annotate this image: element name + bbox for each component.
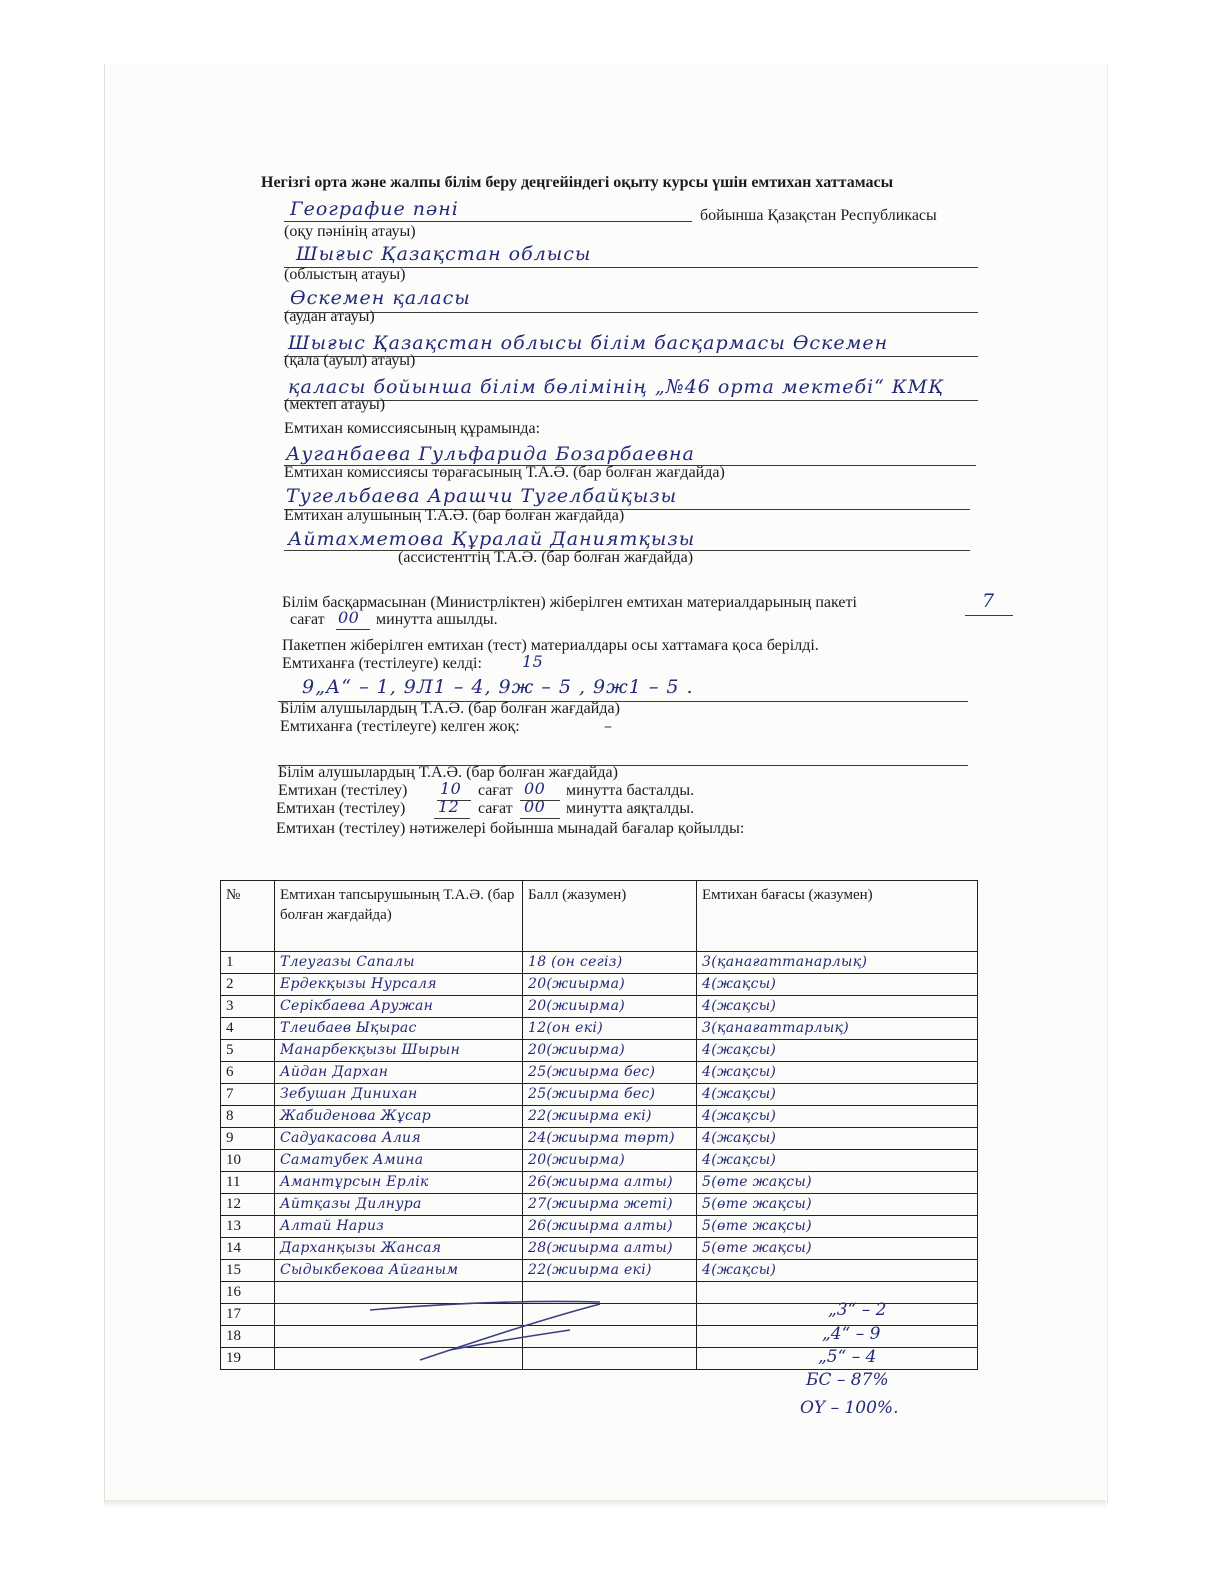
row-number: 8	[221, 1106, 275, 1128]
document-title: Негізгі орта және жалпы білім беру деңгейіндегі оқыту курсы үшін емтихан хаттамасы	[261, 174, 894, 191]
summary-grade-5: „5“ – 4	[818, 1347, 877, 1367]
subject-value: Географие пәні	[290, 198, 459, 220]
student-name: Ердекқызы Нурсаля	[275, 974, 523, 996]
arrived-label: Емтиханға (тестілеуге) келді:	[282, 655, 482, 672]
results-label: Емтихан (тестілеу) нәтижелері бойынша мынадай бағалар қойылды:	[276, 820, 745, 837]
grade-cell: 4(жақсы)	[697, 974, 978, 996]
table-row	[221, 1194, 978, 1216]
row-number: 10	[221, 1150, 275, 1172]
school-value: қаласы бойынша білім бөлімінің „№46 орта мектебі“ КМҚ	[288, 376, 944, 398]
grade-cell: 4(жақсы)	[697, 1106, 978, 1128]
row-number: 4	[221, 1018, 275, 1040]
subject-line	[284, 221, 692, 222]
table-row	[221, 1128, 978, 1150]
absent-label: Емтиханға (тестілеуге) келген жоқ:	[280, 718, 520, 735]
arrived-caption: Білім алушылардың Т.А.Ә. (бар болған жағдайда)	[280, 700, 620, 717]
student-name: Айдан Дархан	[275, 1062, 523, 1084]
table-row	[221, 1238, 978, 1260]
package-minute-text: минутта ашылды.	[376, 611, 498, 628]
start-text: минутта басталды.	[566, 782, 695, 799]
score-cell: 24(жиырма төрт)	[523, 1128, 697, 1150]
table-row	[221, 1150, 978, 1172]
score-cell: 25(жиырма бес)	[523, 1062, 697, 1084]
arrived-count: 15	[522, 652, 544, 671]
package-text-3: Пакетпен жіберілген емтихан (тест) материалдары осы хаттамаға қоса берілді.	[282, 637, 819, 654]
table-row	[221, 996, 978, 1018]
start-minute: 00	[524, 779, 546, 798]
header-name: Емтихан тапсырушының Т.А.Ә. (бар болған жағдайда)	[275, 881, 523, 952]
grade-cell: 4(жақсы)	[697, 1040, 978, 1062]
student-name: Серікбаева Аружан	[275, 996, 523, 1018]
package-text-1: Білім басқармасынан (Министрліктен) жіберілген емтихан материалдарының пакеті	[282, 594, 857, 611]
summary-quality: БС – 87%	[806, 1370, 889, 1390]
score-cell: 22(жиырма екі)	[523, 1106, 697, 1128]
table-row	[221, 1260, 978, 1282]
summary-grade-3: „3“ – 2	[828, 1300, 887, 1320]
table-row	[221, 1172, 978, 1194]
row-number: 15	[221, 1260, 275, 1282]
grade-cell: 3(қанағаттанарлық)	[697, 952, 978, 974]
grade-cell: 4(жақсы)	[697, 1128, 978, 1150]
assistant-value: Айтахметова Құралай Даниятқызы	[288, 528, 696, 550]
grade-cell: 5(өте жақсы)	[697, 1216, 978, 1238]
end-label: Емтихан (тестілеу)	[276, 800, 406, 817]
student-name: Манарбекқызы Шырын	[275, 1040, 523, 1062]
row-number: 19	[221, 1348, 275, 1370]
start-hour: 10	[440, 779, 462, 798]
header-number: №	[221, 881, 275, 952]
student-name: Зебушан Динихан	[275, 1084, 523, 1106]
package-minute: 00	[338, 608, 360, 627]
student-name: Жабиденова Жұсар	[275, 1106, 523, 1128]
table-row	[221, 952, 978, 974]
city-value: Шығыс Қазақстан облысы білім басқармасы Өскемен	[288, 332, 889, 354]
student-name: Сыдыкбекова Айганым	[275, 1260, 523, 1282]
chair-caption: Емтихан комиссиясы төрағасының Т.А.Ә. (бар болған жағдайда)	[284, 464, 725, 481]
table-row	[221, 1106, 978, 1128]
paper-edge	[104, 1500, 1106, 1508]
score-cell: 26(жиырма алты)	[523, 1216, 697, 1238]
examiner-value: Тугельбаева Арашчи Тугелбайқызы	[286, 485, 678, 507]
end-text: минутта аяқталды.	[566, 800, 695, 817]
row-number: 16	[221, 1282, 275, 1304]
row-number: 9	[221, 1128, 275, 1150]
absent-caption: Білім алушылардың Т.А.Ә. (бар болған жағдайда)	[278, 764, 618, 781]
package-hour-line	[965, 615, 1013, 616]
grade-cell: 3(қанағаттарлық)	[697, 1018, 978, 1040]
package-hour: 7	[982, 590, 996, 612]
score-cell: 27(жиырма жеті)	[523, 1194, 697, 1216]
table-row	[221, 1062, 978, 1084]
table-row	[221, 1040, 978, 1062]
school-caption: (мектеп атауы)	[284, 396, 386, 413]
district-line	[284, 312, 978, 313]
grade-cell: 4(жақсы)	[697, 1150, 978, 1172]
assistant-caption: (ассистенттің Т.А.Ә. (бар болған жағдайда)	[398, 549, 694, 566]
package-sagat: сағат	[290, 611, 325, 628]
summary-success: ОҮ – 100%.	[800, 1398, 899, 1418]
header-score: Балл (жазумен)	[523, 881, 697, 952]
row-number: 5	[221, 1040, 275, 1062]
student-name: Саматубек Амина	[275, 1150, 523, 1172]
score-cell: 20(жиырма)	[523, 1040, 697, 1062]
row-number: 17	[221, 1304, 275, 1326]
score-cell: 26(жиырма алты)	[523, 1172, 697, 1194]
row-number: 13	[221, 1216, 275, 1238]
score-cell: 28(жиырма алты)	[523, 1238, 697, 1260]
table-header-row	[221, 881, 978, 952]
row-number: 18	[221, 1326, 275, 1348]
score-cell: 18 (он сегіз)	[523, 952, 697, 974]
student-name: Алтай Нариз	[275, 1216, 523, 1238]
start-sagat: сағат	[478, 782, 513, 799]
subject-caption: (оқу пәнінің атауы)	[284, 223, 416, 240]
end-hour: 12	[438, 797, 460, 816]
row-number: 2	[221, 974, 275, 996]
grade-cell: 5(өте жақсы)	[697, 1238, 978, 1260]
score-cell: 20(жиырма)	[523, 996, 697, 1018]
start-label: Емтихан (тестілеу)	[278, 782, 408, 799]
score-cell: 20(жиырма)	[523, 1150, 697, 1172]
district-caption: (аудан атауы)	[284, 308, 375, 325]
grade-cell: 5(өте жақсы)	[697, 1172, 978, 1194]
score-cell: 20(жиырма)	[523, 974, 697, 996]
row-number: 6	[221, 1062, 275, 1084]
row-number: 11	[221, 1172, 275, 1194]
district-value: Өскемен қаласы	[290, 287, 471, 309]
table-row	[221, 1018, 978, 1040]
student-name: Садуакасова Алия	[275, 1128, 523, 1150]
grade-cell: 4(жақсы)	[697, 1062, 978, 1084]
end-minute-line	[520, 818, 560, 819]
student-name: Амантұрсын Ерлік	[275, 1172, 523, 1194]
grade-cell: 4(жақсы)	[697, 996, 978, 1018]
score-cell: 12(он екі)	[523, 1018, 697, 1040]
student-name: Дарханқызы Жансая	[275, 1238, 523, 1260]
row-number: 14	[221, 1238, 275, 1260]
examiner-caption: Емтихан алушының Т.А.Ә. (бар болған жағдайда)	[284, 507, 625, 524]
row-number: 1	[221, 952, 275, 974]
signature-scribble	[360, 1290, 620, 1370]
region-caption: (облыстың атауы)	[284, 266, 406, 283]
grade-cell: 4(жақсы)	[697, 1084, 978, 1106]
student-name: Айтқазы Дилнура	[275, 1194, 523, 1216]
end-hour-line	[434, 818, 470, 819]
table-row	[221, 974, 978, 996]
row-number: 3	[221, 996, 275, 1018]
region-value: Шығыс Қазақстан облысы	[296, 243, 592, 265]
row-number: 7	[221, 1084, 275, 1106]
arrived-groups: 9„А“ – 1, 9Л1 – 4, 9ж – 5 , 9ж1 – 5 .	[302, 676, 694, 698]
score-cell: 22(жиырма екі)	[523, 1260, 697, 1282]
score-cell: 25(жиырма бес)	[523, 1084, 697, 1106]
chair-value: Ауганбаева Гульфарида Бозарбаевна	[286, 443, 695, 465]
grade-cell: 5(өте жақсы)	[697, 1194, 978, 1216]
student-name: Тлеибаев Ықырас	[275, 1018, 523, 1040]
table-row	[221, 1084, 978, 1106]
row-number: 12	[221, 1194, 275, 1216]
header-grade: Емтихан бағасы (жазумен)	[697, 881, 978, 952]
city-caption: (қала (ауыл) атауы)	[284, 352, 416, 369]
subject-suffix: бойынша Қазақстан Республикасы	[700, 207, 937, 224]
commission-label: Емтихан комиссиясының құрамында:	[284, 420, 541, 437]
end-sagat: сағат	[478, 800, 513, 817]
student-name: Тлеугазы Сапалы	[275, 952, 523, 974]
grade-cell: 4(жақсы)	[697, 1260, 978, 1282]
table-row	[221, 1216, 978, 1238]
absent-value: –	[604, 716, 613, 735]
end-minute: 00	[524, 797, 546, 816]
summary-grade-4: „4“ – 9	[822, 1324, 881, 1344]
school-line	[284, 400, 978, 401]
package-minute-line	[336, 629, 370, 630]
